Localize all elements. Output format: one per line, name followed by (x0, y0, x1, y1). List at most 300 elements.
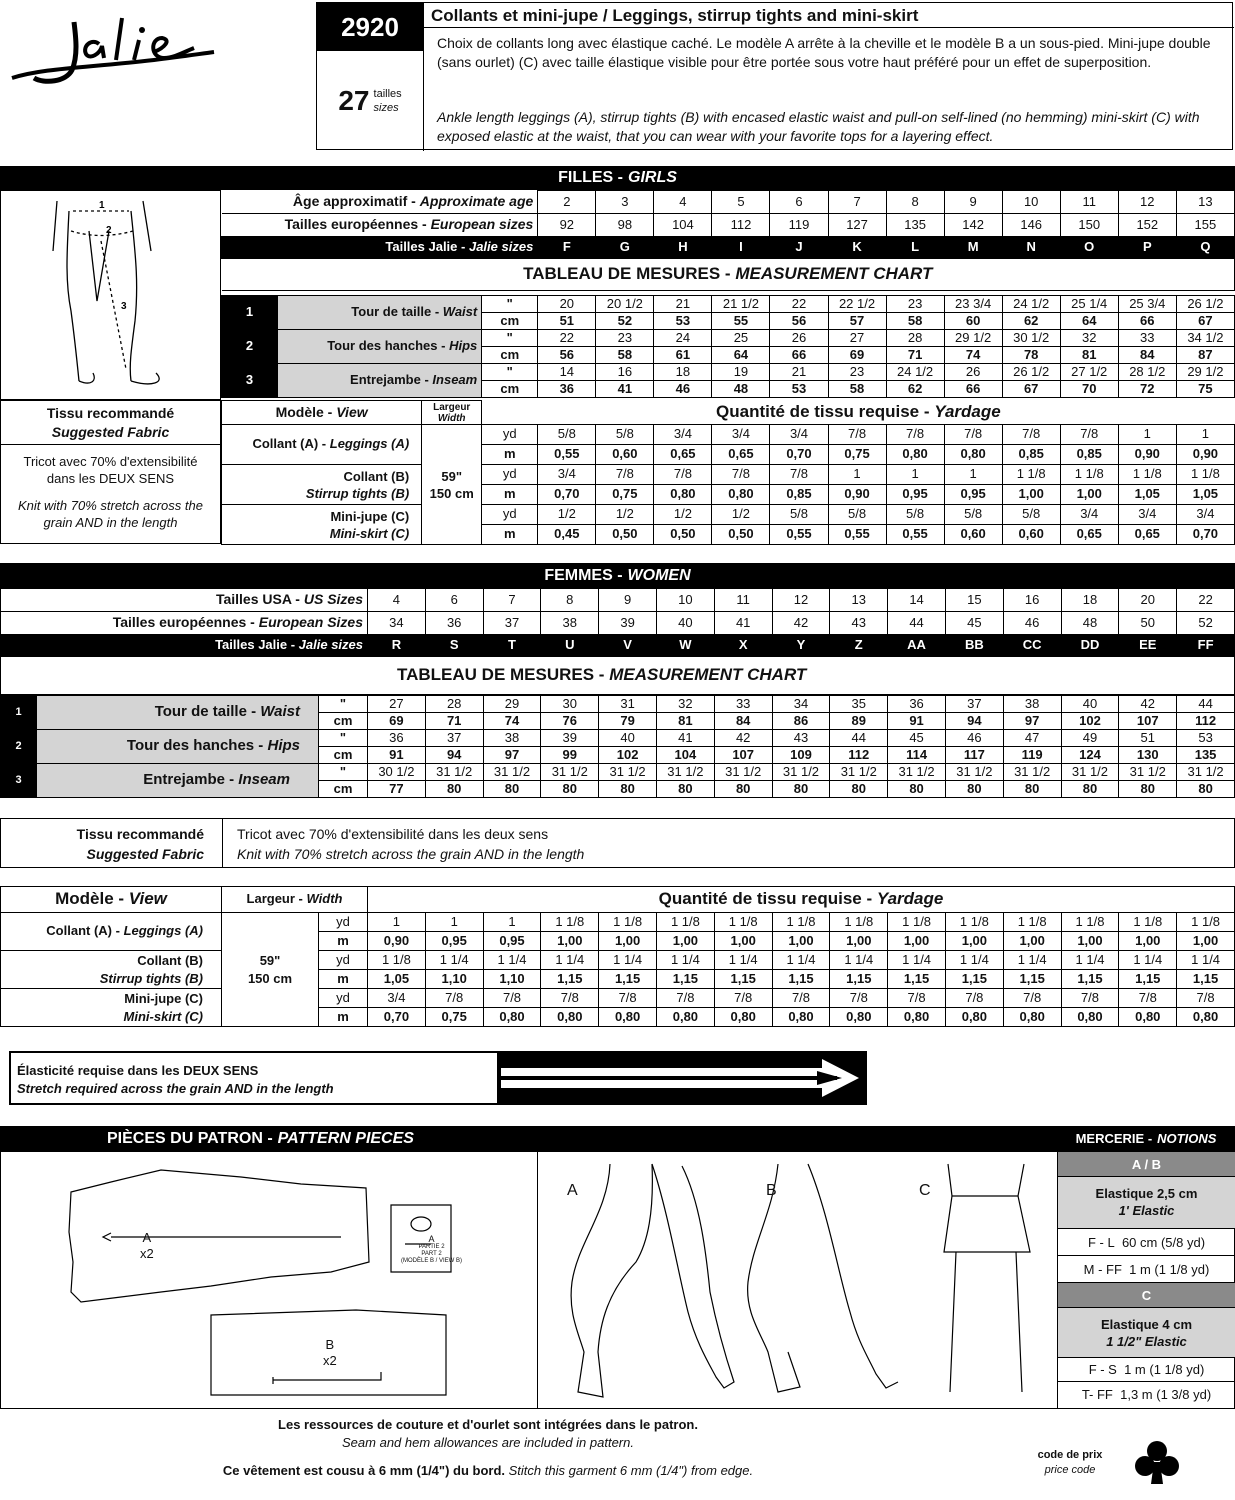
women-us-cell: 22 (1177, 589, 1235, 612)
cell: 16 (596, 364, 654, 381)
cell: 0,55 (770, 525, 828, 545)
cell: 31 1/2 (772, 764, 830, 781)
cell: 0,80 (830, 1008, 888, 1027)
women-jalie-cell: DD (1061, 635, 1119, 657)
cell: 1,00 (945, 932, 1003, 951)
cell: 1,15 (945, 970, 1003, 989)
cell: 1 1/4 (888, 951, 946, 970)
description-en: Ankle length leggings (A), stirrup tights (B) with encased elastic waist and pull-on self-lined (no hemming) mini-skirt (C) with exposed elastic at the waist, that you can wear with your favorite tops for a layering effect. (437, 109, 1200, 144)
cell: 0,80 (888, 1008, 946, 1027)
cell: 1,15 (1177, 970, 1235, 989)
cell: 0,85 (1002, 445, 1060, 465)
cell: 61 (654, 347, 712, 364)
girls-euro-cell: 98 (596, 214, 654, 237)
girls-measure-num: 2 (222, 330, 278, 364)
size-count: 27 (338, 85, 370, 116)
cell: 0,50 (654, 525, 712, 545)
cell: 7/8 (1060, 425, 1118, 445)
pieces-bar (0, 1126, 1057, 1151)
girls-jalie-cell: G (596, 237, 654, 259)
women-euro-cell: 44 (888, 612, 946, 635)
cell: 1/2 (712, 505, 770, 525)
cell: 49 (1061, 730, 1119, 747)
cell: 36 (368, 730, 426, 747)
unit-yd: yd (319, 989, 368, 1008)
women-us-cell: 12 (772, 589, 830, 612)
cell: 55 (712, 313, 770, 330)
cell: 48 (712, 381, 770, 398)
cell: 0,85 (1060, 445, 1118, 465)
women-euro-cell: 52 (1177, 612, 1235, 635)
girls-jalie-cell: L (886, 237, 944, 259)
girls-fabric-en: Suggested Fabric (51, 424, 170, 440)
cell: 1/2 (596, 505, 654, 525)
notions-head-ab: A / B (1058, 1152, 1235, 1176)
girls-euro-cell: 152 (1118, 214, 1176, 237)
cell: 1,15 (772, 970, 830, 989)
cell: 1,15 (714, 970, 772, 989)
cell: 33 (1118, 330, 1176, 347)
cell: 39 (541, 730, 599, 747)
women-chart-title: TABLEAU DE MESURES - MEASUREMENT CHART (1, 657, 1235, 695)
cell: 104 (656, 747, 714, 764)
women-us-cell: 8 (541, 589, 599, 612)
cell: 1 (425, 913, 483, 932)
cell: 1,05 (1118, 485, 1176, 505)
cell: 0,80 (654, 485, 712, 505)
unit-m: m (319, 932, 368, 951)
leg-measure-figure-icon (1, 191, 220, 399)
cell: 34 (772, 696, 830, 713)
girls-euro-cell: 146 (1002, 214, 1060, 237)
cell: 7/8 (1177, 989, 1235, 1008)
women-jalie-cell: BB (945, 635, 1003, 657)
cell: 25 1/4 (1060, 296, 1118, 313)
cell: 42 (1119, 696, 1177, 713)
girls-jalie-cell: H (654, 237, 712, 259)
unit-yd: yd (319, 951, 368, 970)
cell: 0,65 (654, 445, 712, 465)
women-measure-label: Tour de taille - Waist (37, 696, 319, 730)
cell: 64 (1060, 313, 1118, 330)
notions-elastic-c (1058, 1307, 1235, 1358)
cell: 124 (1061, 747, 1119, 764)
cell: 1 1/4 (657, 951, 715, 970)
cell: 42 (714, 730, 772, 747)
cell: 78 (1002, 347, 1060, 364)
cell: 94 (425, 747, 483, 764)
cell: 1,00 (888, 932, 946, 951)
cell: 0,90 (1176, 445, 1234, 465)
cell: 0,90 (368, 932, 426, 951)
stretch-fr: Élasticité requise dans les DEUX SENS (17, 1063, 259, 1078)
girls-yardage-header: Quantité de tissu requise - Yardage (482, 401, 1235, 425)
cell: 76 (541, 713, 599, 730)
women-measure-table (0, 695, 1235, 798)
women-fabric-en: Suggested Fabric (86, 846, 204, 862)
cell: 0,80 (657, 1008, 715, 1027)
girls-age-cell: 2 (538, 191, 596, 214)
cell: 1 1/8 (368, 951, 426, 970)
cell: 28 (425, 696, 483, 713)
cell: 80 (714, 781, 772, 798)
girls-fabric-desc-fr: Tricot avec 70% d'extensibilité dans les DEUX SENS (23, 454, 198, 486)
girls-age-cell: 7 (828, 191, 886, 214)
cell: 1,15 (888, 970, 946, 989)
girls-jalie-label: Tailles Jalie - Jalie sizes (222, 237, 538, 259)
cell: 7/8 (944, 425, 1002, 445)
cell: 31 1/2 (714, 764, 772, 781)
cell: 3/4 (770, 425, 828, 445)
cell: 51 (538, 313, 596, 330)
girls-euro-label: Tailles européennes - European sizes (222, 214, 538, 237)
cell: 66 (1118, 313, 1176, 330)
cell: 5/8 (1002, 505, 1060, 525)
cell: 56 (538, 347, 596, 364)
cell: 0,70 (1176, 525, 1234, 545)
cell: 29 (483, 696, 541, 713)
pieces-bar-en: PATTERN PIECES (277, 1129, 414, 1147)
cell: 18 (654, 364, 712, 381)
cell: 31 1/2 (945, 764, 1003, 781)
women-euro-cell: 39 (599, 612, 657, 635)
cell: 74 (483, 713, 541, 730)
girls-chart-title: TABLEAU DE MESURES - MEASUREMENT CHART (222, 259, 1235, 291)
pattern-number: 2920 (341, 11, 399, 42)
cell: 31 1/2 (830, 764, 888, 781)
girls-measure-table (221, 295, 1235, 398)
unit-cm: cm (482, 347, 538, 364)
unit-inch: " (482, 364, 538, 381)
unit-yd: yd (482, 505, 538, 525)
girls-jalie-cell: J (770, 237, 828, 259)
cell: 80 (1003, 781, 1061, 798)
cell: 7/8 (828, 425, 886, 445)
girls-view-label: Collant (A) - Leggings (A) (222, 425, 422, 465)
cell: 107 (1119, 713, 1177, 730)
cell: 109 (772, 747, 830, 764)
women-jalie-label: Tailles Jalie - Jalie sizes (1, 635, 368, 657)
cell: 80 (425, 781, 483, 798)
cell: 0,80 (1003, 1008, 1061, 1027)
cell: 36 (538, 381, 596, 398)
women-euro-cell: 41 (714, 612, 772, 635)
cell: 1 (1176, 425, 1234, 445)
cell: 0,60 (944, 525, 1002, 545)
cell: 81 (1060, 347, 1118, 364)
cell: 79 (599, 713, 657, 730)
cell: 64 (712, 347, 770, 364)
women-euro-cell: 36 (425, 612, 483, 635)
cell: 0,80 (599, 1008, 657, 1027)
cell: 0,95 (425, 932, 483, 951)
piece-a-small: A (428, 1234, 435, 1244)
club-icon (1130, 1440, 1184, 1486)
cell: 0,80 (772, 1008, 830, 1027)
size-count-box (317, 51, 423, 151)
cell: 80 (541, 781, 599, 798)
cell: 1 1/4 (599, 951, 657, 970)
cell: 67 (1002, 381, 1060, 398)
unit-yd: yd (482, 465, 538, 485)
piece-a-small-sub3: (MODÈLE B / VIEW B) (401, 1258, 463, 1264)
cell: 1,00 (772, 932, 830, 951)
notions-bar-fr: MERCERIE - (1075, 1131, 1153, 1146)
cell: 7/8 (1002, 425, 1060, 445)
cell: 135 (1177, 747, 1235, 764)
cell: 80 (599, 781, 657, 798)
cell: 71 (425, 713, 483, 730)
cell: 7/8 (1061, 989, 1119, 1008)
cell: 0,75 (425, 1008, 483, 1027)
notions-panel (1058, 1152, 1235, 1408)
unit-inch: " (319, 764, 368, 781)
cell: 7/8 (541, 989, 599, 1008)
girls-view-label: Mini-jupe (C) Mini-skirt (C) (222, 505, 422, 545)
cell: 1 1/8 (772, 913, 830, 932)
cell: 7/8 (945, 989, 1003, 1008)
women-jalie-cell: Y (772, 635, 830, 657)
cell: 0,95 (886, 485, 944, 505)
girls-measure-label: Entrejambe - Inseam (278, 364, 482, 398)
notions-head-c: C (1058, 1283, 1235, 1307)
cell: 53 (654, 313, 712, 330)
svg-text:1: 1 (99, 200, 105, 211)
cell: 5/8 (596, 425, 654, 445)
cell: 20 1/2 (596, 296, 654, 313)
cell: 1 1/8 (1176, 465, 1234, 485)
footer-line2-fr: Ce vêtement est cousu à 6 mm (1/4") du bord. (222, 1463, 505, 1478)
cell: 0,60 (596, 445, 654, 465)
cell: 69 (828, 347, 886, 364)
cell: 36 (888, 696, 946, 713)
notions-elastic-c-en: 1 1/2" Elastic (1106, 1334, 1187, 1349)
unit-cm: cm (319, 747, 368, 764)
pattern-number-box (317, 3, 423, 51)
cell: 1,00 (657, 932, 715, 951)
cell: 80 (1119, 781, 1177, 798)
cell: 1,05 (368, 970, 426, 989)
girls-age-cell: 13 (1176, 191, 1234, 214)
women-jalie-cell: EE (1119, 635, 1177, 657)
women-measure-label: Entrejambe - Inseam (37, 764, 319, 798)
girls-width-header: Largeur Width (422, 401, 482, 425)
cell: 20 (538, 296, 596, 313)
cell: 84 (714, 713, 772, 730)
cell: 27 1/2 (1060, 364, 1118, 381)
cell: 0,80 (945, 1008, 1003, 1027)
cell: 1 1/4 (714, 951, 772, 970)
girls-euro-cell: 155 (1176, 214, 1234, 237)
cell: 1 1/8 (1177, 913, 1235, 932)
cell: 47 (1003, 730, 1061, 747)
cell: 0,85 (770, 485, 828, 505)
women-fabric-desc-fr: Tricot avec 70% d'extensibilité dans les deux sens (237, 826, 549, 842)
cell: 5/8 (538, 425, 596, 445)
cell: 30 1/2 (1002, 330, 1060, 347)
cell: 32 (1060, 330, 1118, 347)
notions-elastic-ab-en: 1' Elastic (1118, 1203, 1175, 1218)
unit-m: m (482, 445, 538, 465)
women-jalie-cell: V (599, 635, 657, 657)
cell: 5/8 (828, 505, 886, 525)
footer-line1-fr: Les ressources de couture et d'ourlet sont intégrées dans le patron. (278, 1417, 698, 1432)
cell: 71 (886, 347, 944, 364)
notions-row: M - FF 1 m (1 1/8 yd) (1058, 1256, 1235, 1283)
cell: 57 (828, 313, 886, 330)
footer-line1-en: Seam and hem allowances are included in pattern. (342, 1435, 634, 1450)
unit-m: m (482, 485, 538, 505)
women-jalie-cell: CC (1003, 635, 1061, 657)
cell: 3/4 (538, 465, 596, 485)
girls-jalie-cell: Q (1176, 237, 1234, 259)
piece-a-label: A (142, 1230, 152, 1245)
cell: 1,00 (1002, 485, 1060, 505)
cell: 29 1/2 (944, 330, 1002, 347)
cell: 1,00 (714, 932, 772, 951)
cell: 31 1/2 (483, 764, 541, 781)
svg-text:2: 2 (106, 225, 112, 236)
cell: 1,10 (483, 970, 541, 989)
women-euro-cell: 48 (1061, 612, 1119, 635)
girls-age-cell: 8 (886, 191, 944, 214)
cell: 22 (538, 330, 596, 347)
cell: 80 (772, 781, 830, 798)
women-yardage-header: Quantité de tissu requise - Yardage (368, 887, 1235, 913)
piece-a-small-sub: PARTIE 2 (418, 1244, 445, 1250)
cell: 0,95 (483, 932, 541, 951)
girls-size-table (221, 190, 1235, 291)
cell: 0,50 (712, 525, 770, 545)
cell: 1 (886, 465, 944, 485)
cell: 30 (541, 696, 599, 713)
women-euro-cell: 45 (945, 612, 1003, 635)
cell: 74 (944, 347, 1002, 364)
women-jalie-cell: X (714, 635, 772, 657)
cell: 97 (483, 747, 541, 764)
cell: 3/4 (654, 425, 712, 445)
size-word-en: sizes (373, 102, 399, 114)
girls-jalie-cell: P (1118, 237, 1176, 259)
cell: 37 (945, 696, 1003, 713)
stretch-arrow-icon (497, 1053, 867, 1103)
cell: 19 (712, 364, 770, 381)
cell: 7/8 (599, 989, 657, 1008)
cell: 7/8 (654, 465, 712, 485)
cell: 7/8 (712, 465, 770, 485)
women-euro-label: Tailles européennes - European Sizes (1, 612, 368, 635)
girls-measure-label: Tour des hanches - Hips (278, 330, 482, 364)
girls-measure-num: 1 (222, 296, 278, 330)
piece-a-qty: x2 (140, 1246, 154, 1261)
women-us-cell: 9 (599, 589, 657, 612)
jalie-logo-icon (4, 8, 219, 88)
view-label-c: C (919, 1182, 931, 1199)
women-bar (0, 563, 1235, 588)
cell: 0,80 (483, 1008, 541, 1027)
cell: 32 (656, 696, 714, 713)
cell: 31 1/2 (1003, 764, 1061, 781)
cell: 26 1/2 (1176, 296, 1234, 313)
cell: 107 (714, 747, 772, 764)
women-fabric-desc-en: Knit with 70% stretch across the grain AND in the length (237, 846, 585, 862)
cell: 130 (1119, 747, 1177, 764)
cell: 1,15 (1061, 970, 1119, 989)
svg-text:3: 3 (121, 301, 127, 312)
cell: 66 (770, 347, 828, 364)
cell: 31 1/2 (888, 764, 946, 781)
pieces-bar-fr: PIÈCES DU PATRON - (107, 1129, 273, 1147)
unit-m: m (482, 525, 538, 545)
cell: 89 (830, 713, 888, 730)
cell: 0,65 (712, 445, 770, 465)
cell: 1,15 (599, 970, 657, 989)
notions-row: F - L 60 cm (5/8 yd) (1058, 1229, 1235, 1256)
cell: 97 (1003, 713, 1061, 730)
women-measure-label: Tour des hanches - Hips (37, 730, 319, 764)
cell: 94 (945, 713, 1003, 730)
header-box (316, 2, 1233, 150)
women-fabric-box (0, 818, 1235, 868)
cell: 7/8 (770, 465, 828, 485)
cell: 3/4 (368, 989, 426, 1008)
cell: 46 (654, 381, 712, 398)
cell: 1,00 (830, 932, 888, 951)
cell: 60 (944, 313, 1002, 330)
cell: 56 (770, 313, 828, 330)
women-measure-num: 3 (1, 764, 37, 798)
cell: 1 1/4 (1003, 951, 1061, 970)
cell: 24 1/2 (886, 364, 944, 381)
cell: 1 1/8 (1060, 465, 1118, 485)
girls-age-cell: 12 (1118, 191, 1176, 214)
cell: 7/8 (1003, 989, 1061, 1008)
unit-cm: cm (482, 313, 538, 330)
cell: 3/4 (1060, 505, 1118, 525)
unit-inch: " (482, 296, 538, 313)
cell: 31 (599, 696, 657, 713)
cell: 0,55 (538, 445, 596, 465)
cell: 1,10 (425, 970, 483, 989)
cell: 0,80 (886, 445, 944, 465)
cell: 7/8 (425, 989, 483, 1008)
cell: 1,15 (1003, 970, 1061, 989)
cell: 25 (712, 330, 770, 347)
cell: 1,00 (1061, 932, 1119, 951)
cell: 58 (886, 313, 944, 330)
cell: 46 (945, 730, 1003, 747)
girls-euro-cell: 104 (654, 214, 712, 237)
cell: 24 1/2 (1002, 296, 1060, 313)
cell: 38 (1003, 696, 1061, 713)
cell: 0,50 (596, 525, 654, 545)
unit-cm: cm (319, 713, 368, 730)
cell: 5/8 (770, 505, 828, 525)
girls-width-value: 59" 150 cm (422, 425, 482, 545)
women-us-cell: 14 (888, 589, 946, 612)
cell: 0,75 (828, 445, 886, 465)
cell: 102 (599, 747, 657, 764)
cell: 23 (596, 330, 654, 347)
piece-b-qty: x2 (323, 1353, 337, 1368)
cell: 1,00 (599, 932, 657, 951)
cell: 91 (888, 713, 946, 730)
cell: 66 (944, 381, 1002, 398)
women-jalie-cell: S (425, 635, 483, 657)
cell: 23 (828, 364, 886, 381)
girls-age-cell: 4 (654, 191, 712, 214)
cell: 1 (1118, 425, 1176, 445)
